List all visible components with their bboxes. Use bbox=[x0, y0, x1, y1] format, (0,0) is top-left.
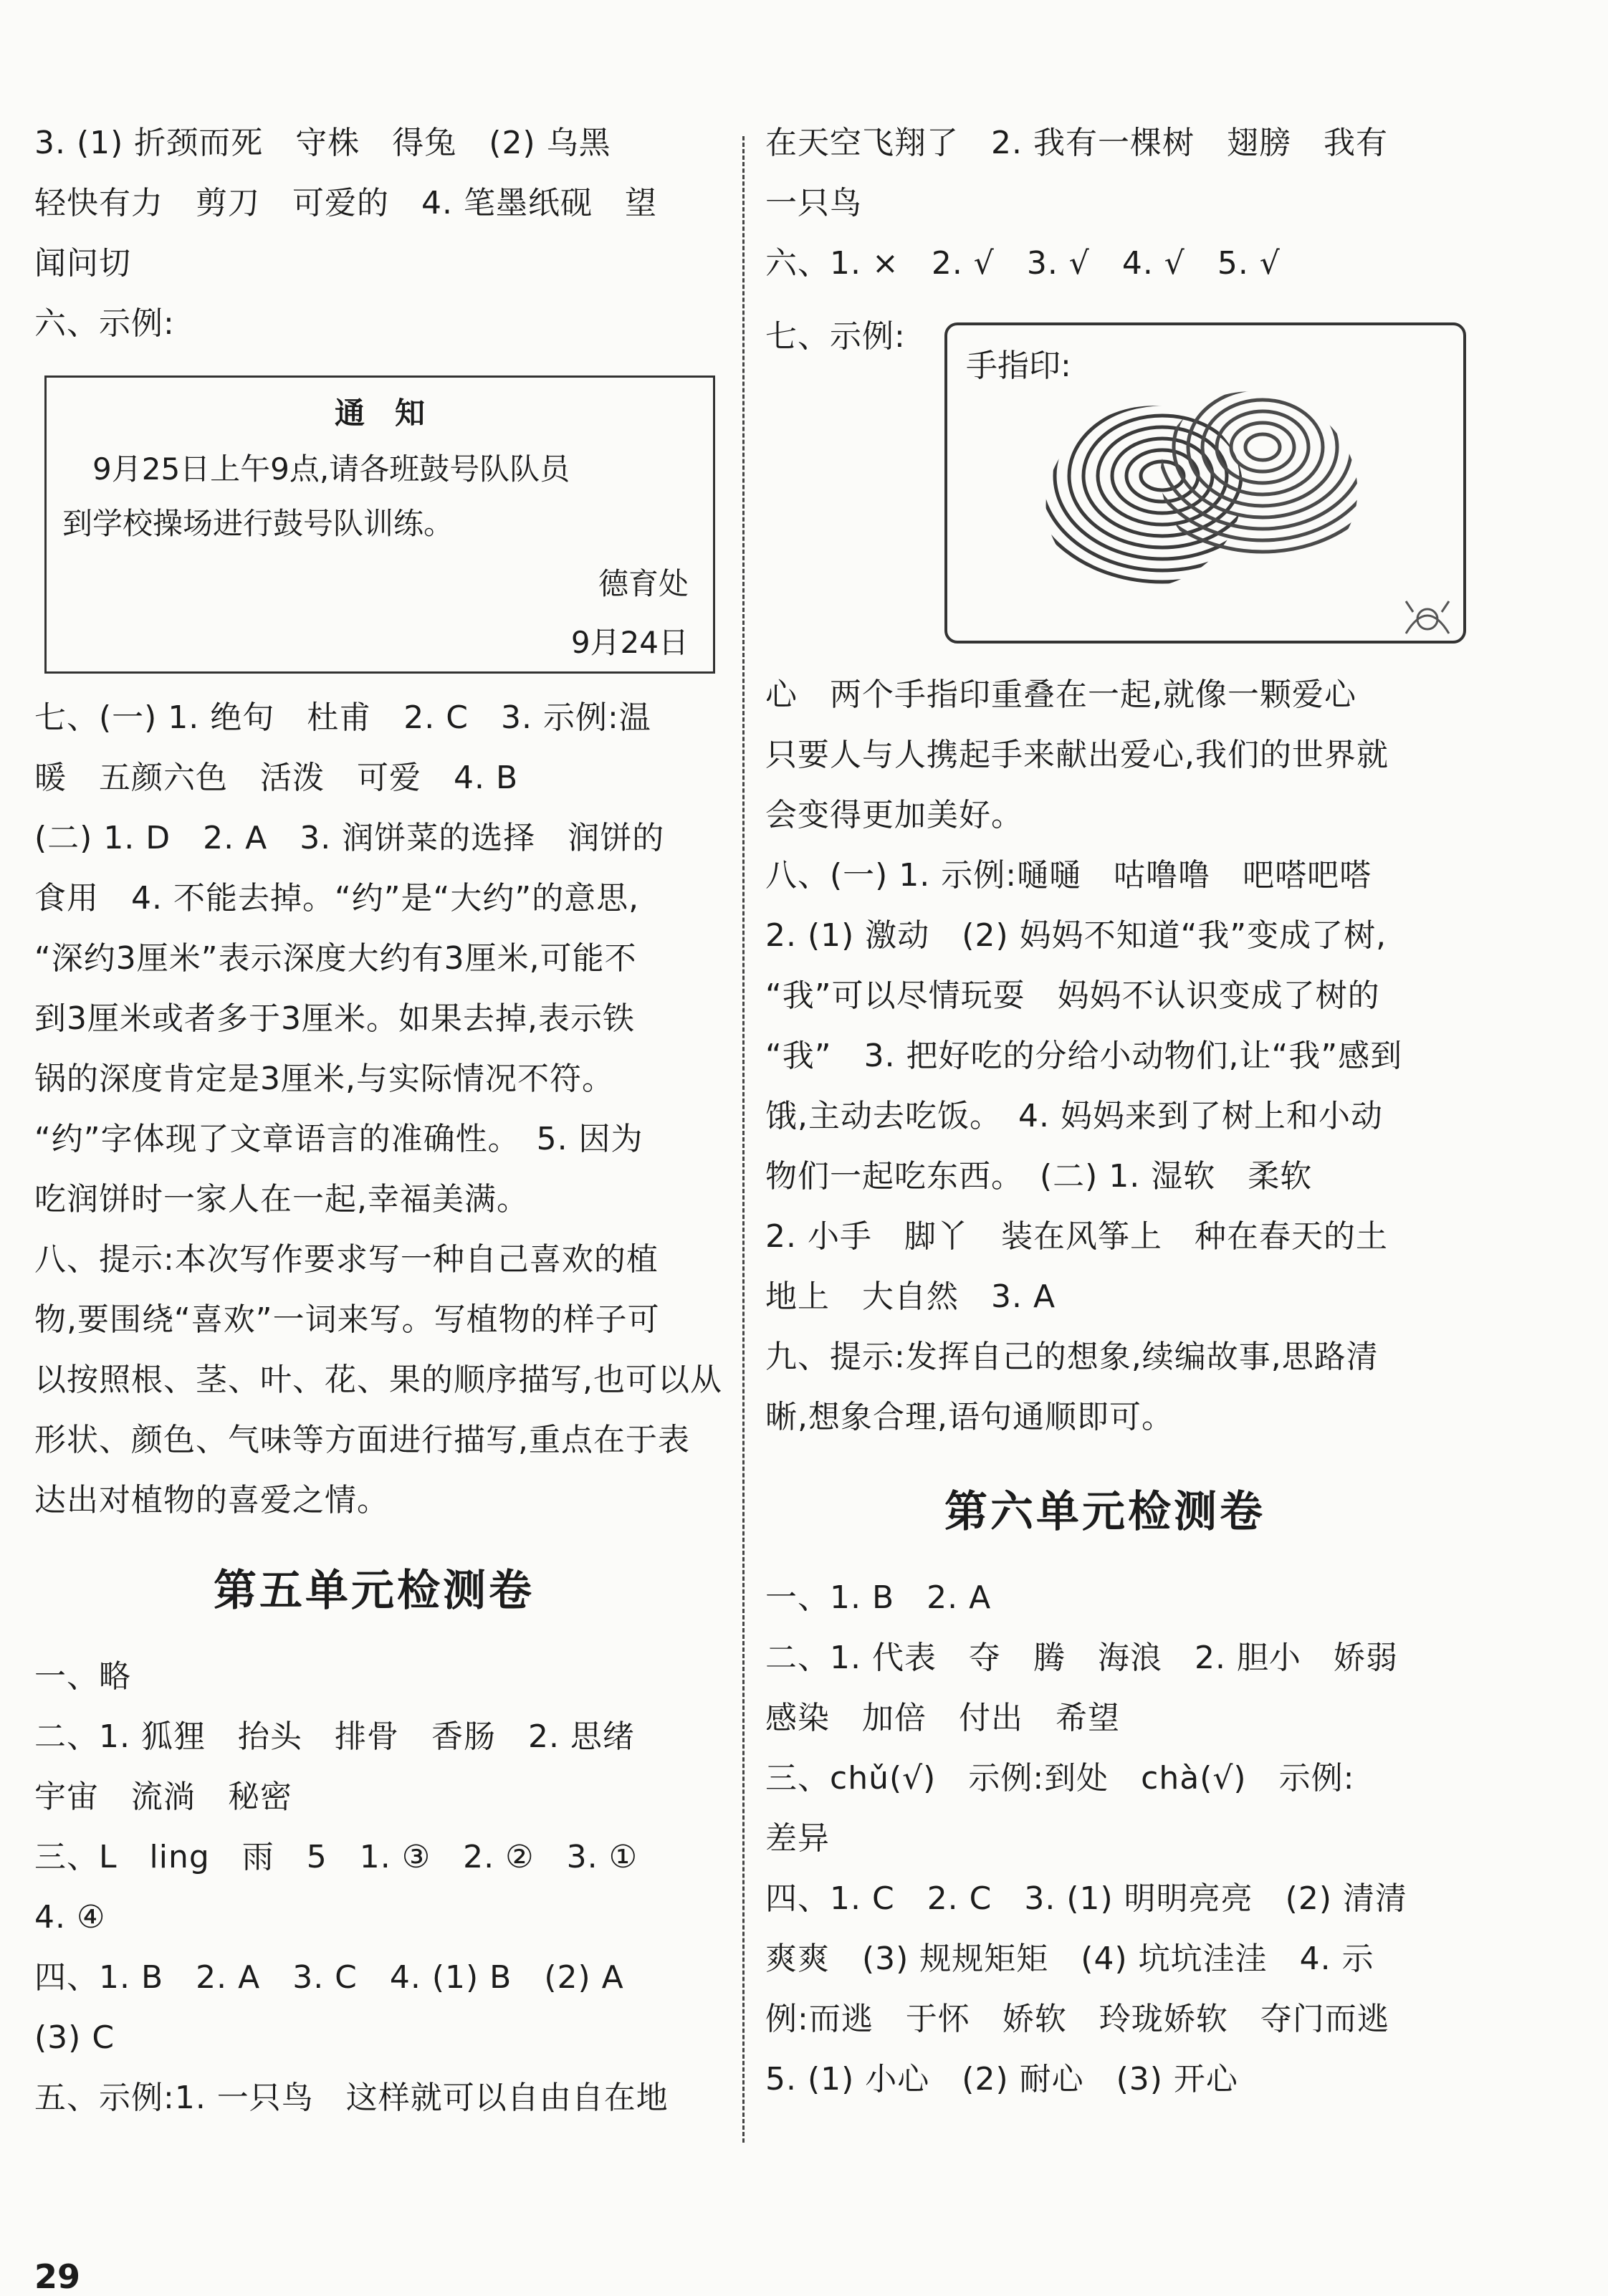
text-line: 二、1. 代表 夺 腾 海浪 2. 胆小 娇弱 bbox=[765, 1640, 1398, 1676]
text-line: 到3厘米或者多于3厘米。如果去掉,表示铁 bbox=[34, 1000, 635, 1037]
text-line: 宇宙 流淌 秘密 bbox=[34, 1779, 292, 1815]
text-line: 只要人与人携起手来献出爱心,我们的世界就 bbox=[765, 737, 1389, 773]
text-line: 2. 小手 脚丫 装在风筝上 种在春天的土 bbox=[765, 1218, 1388, 1255]
text-line: 一只鸟 bbox=[765, 185, 862, 221]
text-line: 2. (1) 激动 (2) 妈妈不知道“我”变成了树, bbox=[765, 917, 1387, 954]
text-line: 物,要围绕“喜欢”一词来写。写植物的样子可 bbox=[34, 1301, 660, 1338]
column-divider bbox=[742, 136, 745, 2143]
text-line: 会变得更加美好。 bbox=[765, 797, 1023, 833]
text-line: 四、1. C 2. C 3. (1) 明明亮亮 (2) 清清 bbox=[765, 1880, 1407, 1917]
text-line: 4. ④ bbox=[34, 1899, 106, 1936]
text-line: 食用 4. 不能去掉。“约”是“大约”的意思, bbox=[34, 880, 640, 917]
text-line: 六、示例: bbox=[34, 305, 175, 342]
text-line: 八、提示:本次写作要求写一种自己喜欢的植 bbox=[34, 1241, 659, 1278]
text-line: 饿,主动去吃饭。 4. 妈妈来到了树上和小动 bbox=[765, 1098, 1383, 1134]
notice-signer: 德育处 bbox=[598, 566, 689, 601]
text-line: 四、1. B 2. A 3. C 4. (1) B (2) A bbox=[34, 1959, 624, 1996]
text-line: 二、1. 狐狸 抬头 排骨 香肠 2. 思绪 bbox=[34, 1718, 635, 1755]
notice-title: 通 知 bbox=[334, 396, 425, 431]
text-line: 在天空飞翔了 2. 我有一棵树 翅膀 我有 bbox=[765, 125, 1388, 161]
notice-body-line: 到学校操场进行鼓号队训练。 bbox=[62, 506, 454, 541]
text-line: 九、提示:发挥自己的想象,续编故事,思路清 bbox=[765, 1339, 1379, 1375]
text-line: 例:而逃 于怀 娇软 玲珑娇软 夺门而逃 bbox=[765, 2001, 1389, 2037]
page-number: 29 bbox=[34, 2257, 81, 2296]
text-line: 六、1. × 2. √ 3. √ 4. √ 5. √ bbox=[765, 245, 1281, 282]
text-line: 轻快有力 剪刀 可爱的 4. 笔墨纸砚 望 bbox=[34, 185, 657, 221]
text-line: 七、示例: bbox=[765, 318, 906, 355]
text-line: 3. (1) 折颈而死 守株 得兔 (2) 乌黑 bbox=[34, 125, 611, 161]
text-line: 物们一起吃东西。 (二) 1. 湿软 柔软 bbox=[765, 1158, 1313, 1195]
text-line: (3) C bbox=[34, 2019, 115, 2056]
fingerprint-box bbox=[944, 322, 1466, 644]
notice-body-line: 9月25日上午9点,请各班鼓号队队员 bbox=[62, 451, 570, 487]
text-line: 以按照根、茎、叶、花、果的顺序描写,也可以从 bbox=[34, 1362, 722, 1398]
fingerprint-heart-image bbox=[947, 325, 1463, 641]
text-line: 三、L ling 雨 5 1. ③ 2. ② 3. ① bbox=[34, 1839, 638, 1875]
text-line: 闻问切 bbox=[34, 245, 131, 282]
text-line: 暖 五颜六色 活泼 可爱 4. B bbox=[34, 760, 519, 796]
fingerprint-box-title: 手指印: bbox=[966, 348, 1071, 384]
text-line: 爽爽 (3) 规规矩矩 (4) 坑坑洼洼 4. 示 bbox=[765, 1941, 1374, 1977]
text-line: 五、示例:1. 一只鸟 这样就可以自由自在地 bbox=[34, 2080, 669, 2116]
text-line: 地上 大自然 3. A bbox=[765, 1278, 1056, 1315]
text-line: 一、1. B 2. A bbox=[765, 1579, 992, 1616]
text-line: (二) 1. D 2. A 3. 润饼菜的选择 润饼的 bbox=[34, 820, 665, 856]
section-heading: 第六单元检测卷 bbox=[944, 1487, 1265, 1537]
text-line: 形状、颜色、气味等方面进行描写,重点在于表 bbox=[34, 1422, 690, 1458]
text-line: “我”可以尽情玩耍 妈妈不认识变成了树的 bbox=[765, 977, 1380, 1014]
text-line: 感染 加倍 付出 希望 bbox=[765, 1700, 1120, 1736]
text-line: 七、(一) 1. 绝句 杜甫 2. C 3. 示例:温 bbox=[34, 699, 651, 736]
notice-box bbox=[44, 376, 715, 674]
text-line: “约”字体现了文章语言的准确性。 5. 因为 bbox=[34, 1121, 643, 1157]
text-line: 5. (1) 小心 (2) 耐心 (3) 开心 bbox=[765, 2061, 1238, 2098]
text-line: 差异 bbox=[765, 1820, 830, 1857]
text-line: 心 两个手指印重叠在一起,就像一颗爱心 bbox=[765, 676, 1356, 713]
text-line: 锅的深度肯定是3厘米,与实际情况不符。 bbox=[34, 1061, 614, 1097]
text-line: 八、(一) 1. 示例:嗵嗵 咕噜噜 吧嗒吧嗒 bbox=[765, 857, 1372, 894]
text-line: “我” 3. 把好吃的分给小动物们,让“我”感到 bbox=[765, 1038, 1403, 1074]
text-line: 一、略 bbox=[34, 1658, 131, 1695]
text-line: “深约3厘米”表示深度大约有3厘米,可能不 bbox=[34, 940, 637, 977]
text-line: 三、chǔ(√) 示例:到处 chà(√) 示例: bbox=[765, 1760, 1355, 1797]
notice-date: 9月24日 bbox=[570, 625, 689, 660]
text-line: 吃润饼时一家人在一起,幸福美满。 bbox=[34, 1181, 529, 1218]
section-heading: 第五单元检测卷 bbox=[214, 1566, 535, 1616]
text-line: 晰,想象合理,语句通顺即可。 bbox=[765, 1399, 1174, 1435]
text-line: 达出对植物的喜爱之情。 bbox=[34, 1482, 389, 1518]
